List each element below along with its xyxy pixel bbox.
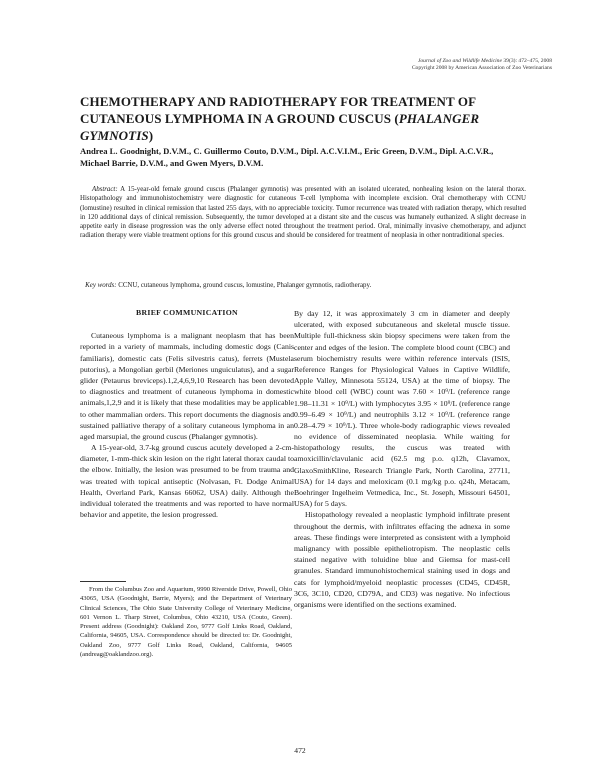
title-close: )	[148, 128, 154, 143]
left-column	[80, 307, 294, 520]
author-list: Andrea L. Goodnight, D.V.M., C. Guillermo Couto, D.V.M., Dipl. A.C.V.I.M., Eric Green, D.V.M., Dipl. A.C.V.R., Michael Barrie, D.V.M., and Gwen Myers, D.V.M.	[80, 146, 494, 168]
abstract	[80, 185, 526, 241]
page-number: 472	[294, 746, 306, 755]
body-paragraph: By day 12, it was approximately 3 cm in diameter and deeply ulcerated, with exposed subcutaneous and skeletal muscle tissue. Multiple full-thickness skin biopsy specimens were taken from the center and edges of the lesion. The complete blood count (CBC) and serum biochemistry results were within reference intervals (ISIS, Reference Ranges for Physiological Values in Captive Wildlife, Apple Valley, Minnesota 55124, USA) at the time of biopsy. The white blood cell (WBC) count was 7.60 × 10⁹/L (reference range 1.98–11.31 × 10⁹/L) with lymphocytes 3.95 × 10⁹/L (reference range 0.99–6.49 × 10⁹/L) and neutrophils 3.12 × 10⁹/L (reference range 0.28–4.79 × 10⁹/L). Three whole-body radiographic views revealed no evidence of disseminated neoplasia. While waiting for histopathology results, the cuscus was treated with amoxicillin/clavulanic acid (62.5 mg p.o. q12h, Clavamox, GlaxoSmithKline, Research Triangle Park, North Carolina, 27711, USA) for 14 days and meloxicam (0.1 mg/kg p.o. q24h, Metacam, Boehringer Ingelheim Vetmedica, Inc., St. Joseph, Missouri 64501, USA) for 5 days.	[294, 309, 510, 509]
section-heading: BRIEF COMMUNICATION	[136, 308, 238, 317]
abstract-text: A 15-year-old female ground cuscus (Phalanger gymnotis) was presented with an isolated ulcerated, nonhealing lesion on the lateral thorax. Histopathology and immunohistochemistry were diagnostic for cutaneous T-cell lymphoma with incomplete excision. Oral chemotherapy with CCNU (lomustine) resulted in clinical remission that lasted 255 days, with no appreciable toxicity. Tumor recurrence was treated with radiation therapy, which resulted in 120 additional days of clinical remission. Subsequently, the tumor developed at a distant site and the cuscus was humanely euthanized. A slight decrease in appetite early in disease progression was the only adverse effect noted throughout the treatment period. Oral, minimally invasive chemotherapy, and adjunct radiation therapy were viable treatment options for this ground cuscus and should be considered for treatment of neoplasia in other nontraditional species.	[80, 186, 526, 240]
body-paragraph: Histopathology revealed a neoplastic lymphoid infiltrate present throughout the dermis, with infiltrates effacing the adnexa in some areas. These findings were interpreted as consistent with a lymphoid malignancy with possible epitheliotropism. The neoplastic cells stained negative with toluidine blue and Giemsa for mast-cell granules. Standard immunohistochemical staining used in dogs and cats for lymphoid/myeloid neoplastic processes (CD45, CD45R, 3C6, 3C10, CD20, CD79A, and CD3) was negative. No infectious organisms were identified on the sections examined.	[294, 510, 510, 609]
footnote-divider	[80, 581, 126, 582]
affiliation-footnote: From the Columbus Zoo and Aquarium, 9990 Riverside Drive, Powell, Ohio 43065, USA (Goodnight, Barrie, Myers); and the Department of Veterinary Clinical Sciences, The Ohio State University College of Veterinary Medicine, 601 Vernon L. Tharp Street, Columbus, Ohio 43210, USA (Couto, Green). Present address (Goodnight): Oakland Zoo, 9777 Golf Links Road, Oakland, California, 94605, USA. Correspondence should be directed to: Dr. Goodnight, Oakland Zoo, 9777 Golf Links Road, Oakland, California, 94605 (andreag@oaklandzoo.org).	[80, 586, 292, 659]
journal-name: Journal of Zoo and Wildlife Medicine	[417, 58, 502, 64]
article-title	[80, 93, 525, 144]
keywords	[80, 281, 526, 290]
right-column	[294, 308, 510, 610]
journal-citation: 39(3): 472–475, 2008	[503, 58, 552, 64]
body-paragraph: Cutaneous lymphoma is a malignant neoplasm that has been reported in a variety of mammals, including domestic dogs (Canis familiaris), domestic cats (Felis silvestris catus), ferrets (Mustela putorius), a Mongolian gerbil (Meriones unguiculatus), and a sugar glider (Petaurus breviceps).1,2,4,6,9,10 Research has been devoted to diagnostics and treatment of cutaneous lymphoma in domestic animals,1,2,9 and it is likely that these modalities may be applicable to other mammalian orders. This report documents the diagnosis and sustained palliative therapy of a solitary cutaneous lymphoma in an aged marsupial, the ground cuscus (Phalanger gymnotis).	[80, 331, 294, 441]
journal-header	[412, 58, 552, 72]
keywords-text: CCNU, cutaneous lymphoma, ground cuscus, lomustine, Phalanger gymnotis, radiotherapy.	[118, 282, 372, 289]
abstract-label: Abstract:	[92, 186, 118, 193]
keywords-label: Key words:	[85, 282, 117, 289]
body-paragraph: A 15-year-old, 3.7-kg ground cuscus acutely developed a 2-cm-diameter, 1-mm-thick skin lesion on the right lateral thorax caudal to the elbow. Initially, the lesion was presumed to be from trauma and was treated with topical antiseptic (Nolvasan, Ft. Dodge Animal Health, Overland Park, Kansas 66062, USA) daily. Although the individual tolerated the treatments and was reported to have normal behavior and appetite, the lesion progressed.	[80, 443, 294, 520]
title-main: CHEMOTHERAPY AND RADIOTHERAPY FOR TREATMENT OF CUTANEOUS LYMPHOMA IN A GROUND CUSCUS (	[80, 94, 476, 126]
title-species: PHALANGER GYMNOTIS	[80, 111, 480, 143]
journal-copyright: Copyright 2008 by American Association of Zoo Veterinarians	[411, 65, 552, 71]
